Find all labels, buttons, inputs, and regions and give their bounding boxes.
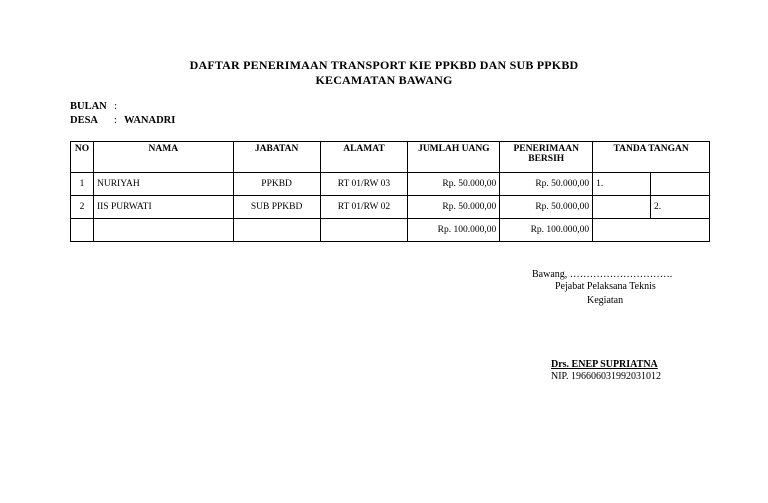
header-alamat: ALAMAT: [320, 142, 408, 173]
total-bersih: Rp. 100.000,00: [500, 219, 593, 242]
total-jumlah: Rp. 100.000,00: [408, 219, 500, 242]
row-ttd-left: [593, 196, 651, 219]
header-penerimaan-bersih: [500, 142, 593, 173]
signatory-nip: NIP. 196606031992031012: [551, 371, 662, 382]
row-no: 2: [71, 196, 94, 219]
signature-place-date: Bawang, ………………………….: [532, 269, 673, 280]
header-nama: NAMA: [93, 142, 233, 173]
header-jumlah-uang: JUMLAH UANG: [408, 142, 500, 173]
table-row: [71, 173, 710, 196]
row-jumlah: Rp. 50.000,00: [408, 196, 500, 219]
row-nama: NURIYAH: [93, 173, 233, 196]
row-bersih: Rp. 50.000,00: [500, 173, 593, 196]
row-nama: IIS PURWATI: [93, 196, 233, 219]
desa-colon: :: [114, 115, 117, 126]
header-penerimaan-line2: BERSIH: [528, 154, 565, 164]
row-alamat: RT 01/RW 03: [320, 173, 408, 196]
row-bersih: Rp. 50.000,00: [500, 196, 593, 219]
header-no: NO: [71, 142, 94, 173]
row-ttd-right: [651, 173, 710, 196]
signature-role-line1: Pejabat Pelaksana Teknis: [555, 281, 656, 292]
row-jabatan: SUB PPKBD: [233, 196, 320, 219]
bulan-colon: :: [114, 101, 117, 112]
total-alamat: [320, 219, 408, 242]
signatory-name: Drs. ENEP SUPRIATNA: [551, 359, 658, 370]
total-ttd: [593, 219, 710, 242]
row-alamat: RT 01/RW 02: [320, 196, 408, 219]
header-penerimaan-line1: PENERIMAAN: [513, 144, 579, 154]
table-header-row: [71, 142, 710, 173]
desa-label: DESA: [70, 115, 99, 126]
table-row: [71, 196, 710, 219]
document-title: DAFTAR PENERIMAAN TRANSPORT KIE PPKBD DAN SUB PPKBD: [189, 58, 579, 72]
document-subtitle: KECAMATAN BAWANG: [315, 73, 453, 87]
recipient-table: [70, 141, 710, 242]
bulan-label: BULAN: [70, 101, 107, 112]
total-jabatan: [233, 219, 320, 242]
desa-value: WANADRI: [124, 115, 176, 126]
meta-desa: [70, 115, 175, 126]
row-ttd-left: 1.: [593, 173, 651, 196]
header-jabatan: JABATAN: [233, 142, 320, 173]
total-nama: [93, 219, 233, 242]
row-ttd-right: 2.: [651, 196, 710, 219]
meta-bulan: [70, 101, 124, 112]
row-no: 1: [71, 173, 94, 196]
row-jabatan: PPKBD: [233, 173, 320, 196]
table-total-row: [71, 219, 710, 242]
total-no: [71, 219, 94, 242]
row-jumlah: Rp. 50.000,00: [408, 173, 500, 196]
header-tanda-tangan: TANDA TANGAN: [593, 142, 710, 173]
signature-role-line2: Kegiatan: [587, 295, 624, 306]
